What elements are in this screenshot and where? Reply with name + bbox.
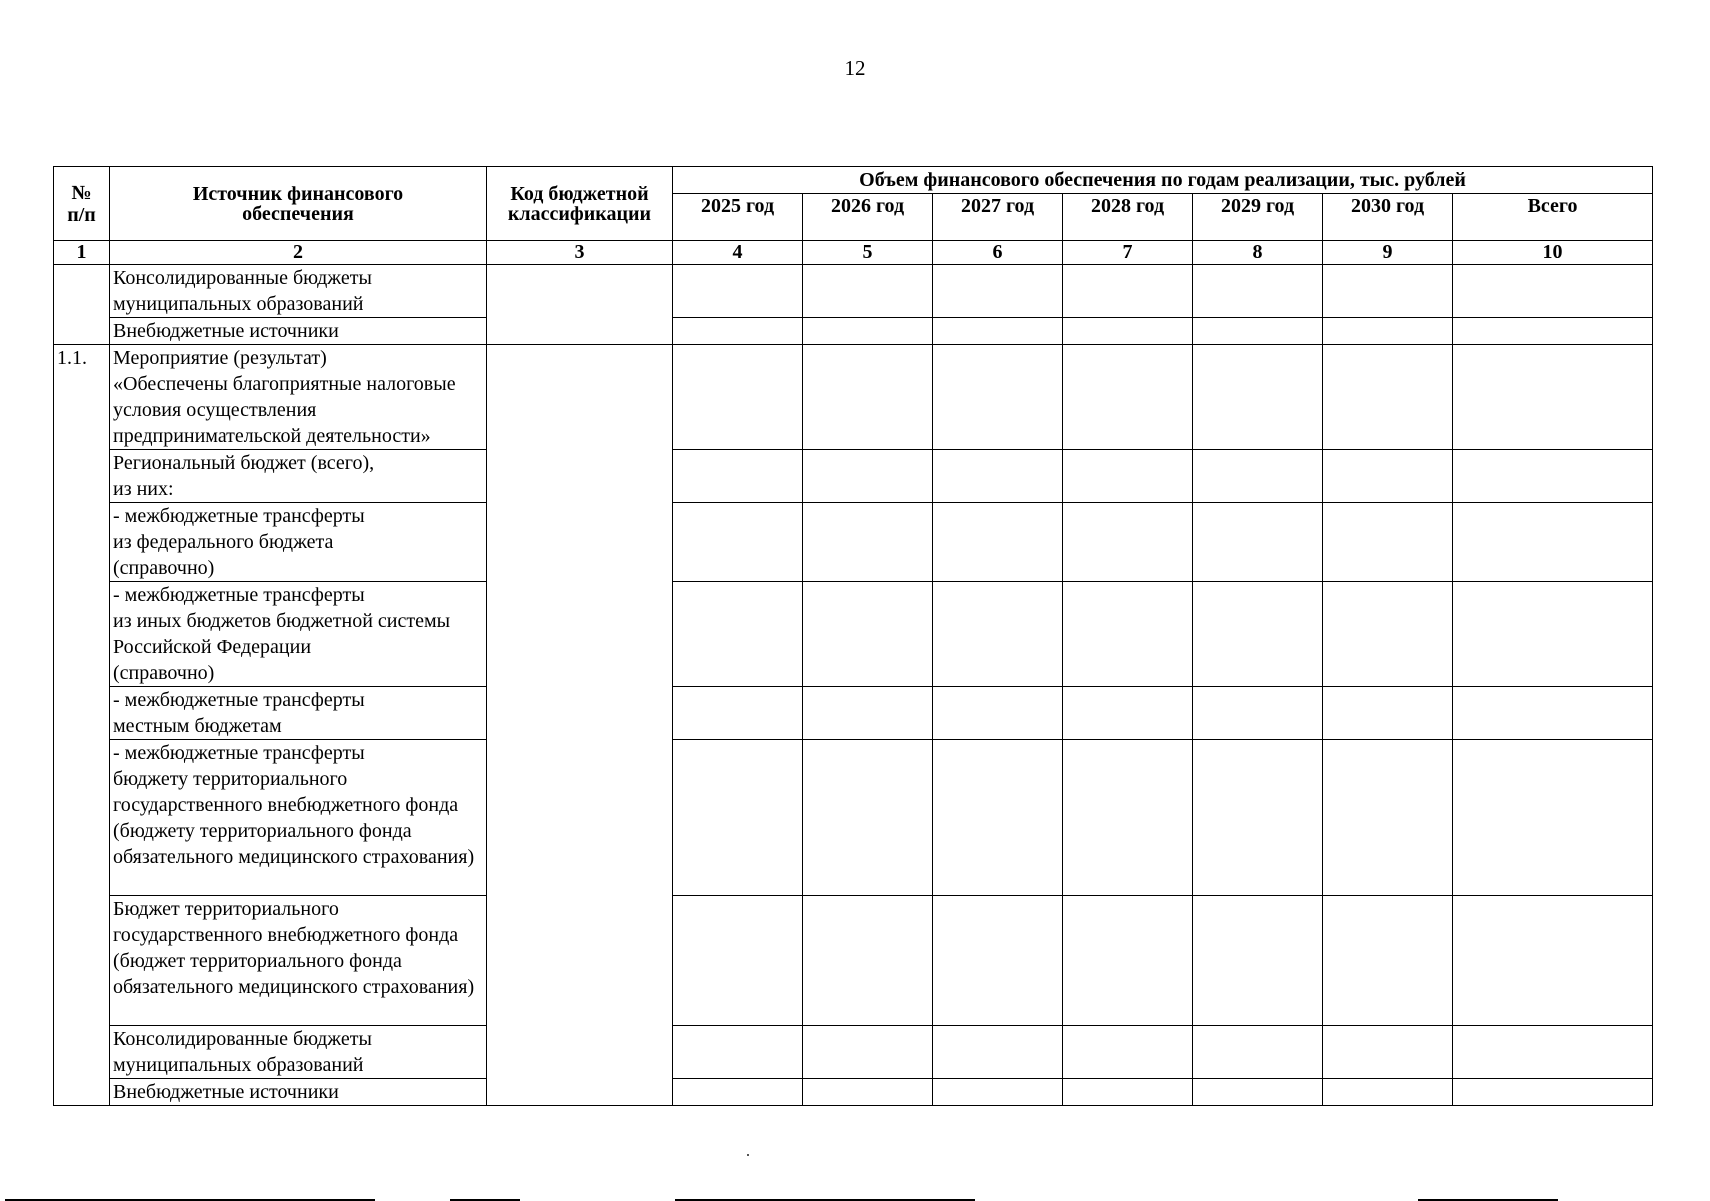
value-cell	[673, 503, 803, 582]
table-row	[54, 1079, 1653, 1106]
value-cell	[933, 687, 1063, 740]
value-cell	[1193, 265, 1323, 318]
volume-header: Объем финансового обеспечения по годам реализации, тыс. рублей	[673, 167, 1653, 194]
column-number: 7	[1063, 241, 1193, 265]
value-cell	[1323, 687, 1453, 740]
value-cell	[933, 318, 1063, 345]
value-cell	[933, 896, 1063, 1026]
source-cell: Бюджет территориального государственного внебюджетного фонда (бюджет территориального фонда обязательного медицинского страхования)	[110, 896, 487, 1026]
source-cell: - межбюджетные трансферты бюджету территориального государственного внебюджетного фонда (бюджету территориального фонда обязательного медицинского страхования)	[110, 740, 487, 896]
value-cell	[1063, 318, 1193, 345]
value-cell	[1063, 740, 1193, 896]
value-cell	[803, 1079, 933, 1106]
value-cell	[1323, 1026, 1453, 1079]
source-cell: Мероприятие (результат) «Обеспечены благоприятные налоговые условия осуществления предпринимательской деятельности»	[110, 345, 487, 450]
value-cell	[1063, 896, 1193, 1026]
value-cell	[1323, 896, 1453, 1026]
value-cell	[1453, 1026, 1653, 1079]
value-cell	[933, 450, 1063, 503]
value-cell	[1453, 503, 1653, 582]
column-number: 3	[487, 241, 673, 265]
column-number: 8	[1193, 241, 1323, 265]
column-number: 4	[673, 241, 803, 265]
year-header: 2028 год	[1063, 194, 1193, 241]
row-number-cell: 1.1.	[54, 345, 110, 1106]
value-cell	[933, 740, 1063, 896]
value-cell	[1193, 1079, 1323, 1106]
value-cell	[1063, 582, 1193, 687]
value-cell	[1453, 582, 1653, 687]
kbk-header: Код бюджетной классификации	[487, 167, 673, 241]
value-cell	[1063, 345, 1193, 450]
column-numbers-row	[54, 241, 1653, 265]
column-number: 2	[110, 241, 487, 265]
table-row	[54, 896, 1653, 1026]
source-cell: Региональный бюджет (всего), из них:	[110, 450, 487, 503]
value-cell	[803, 450, 933, 503]
value-cell	[673, 896, 803, 1026]
source-cell: Консолидированные бюджеты муниципальных образований	[110, 1026, 487, 1079]
year-header: 2026 год	[803, 194, 933, 241]
value-cell	[803, 345, 933, 450]
value-cell	[1453, 896, 1653, 1026]
value-cell	[1193, 318, 1323, 345]
value-cell	[1323, 450, 1453, 503]
value-cell	[933, 503, 1063, 582]
year-header: 2027 год	[933, 194, 1063, 241]
value-cell	[1323, 582, 1453, 687]
value-cell	[933, 1079, 1063, 1106]
source-cell: Консолидированные бюджеты муниципальных образований	[110, 265, 487, 318]
source-cell: - межбюджетные трансферты из федерального бюджета (справочно)	[110, 503, 487, 582]
value-cell	[1063, 503, 1193, 582]
value-cell	[803, 740, 933, 896]
year-header: 2030 год	[1323, 194, 1453, 241]
value-cell	[673, 1026, 803, 1079]
financing-table	[53, 166, 1653, 1106]
table-row	[54, 345, 1653, 450]
value-cell	[1193, 450, 1323, 503]
num-header: № п/п	[54, 167, 110, 241]
value-cell	[673, 1079, 803, 1106]
table-row	[54, 740, 1653, 896]
value-cell	[673, 582, 803, 687]
year-header: 2029 год	[1193, 194, 1323, 241]
value-cell	[803, 1026, 933, 1079]
value-cell	[1453, 265, 1653, 318]
source-cell: - межбюджетные трансферты из иных бюджетов бюджетной системы Российской Федерации (справочно)	[110, 582, 487, 687]
table-row	[54, 503, 1653, 582]
column-number: 9	[1323, 241, 1453, 265]
table-row	[54, 1026, 1653, 1079]
table-row	[54, 318, 1653, 345]
kbk-cell	[487, 265, 673, 345]
value-cell	[673, 450, 803, 503]
column-number: 1	[54, 241, 110, 265]
table-row	[54, 265, 1653, 318]
value-cell	[1323, 345, 1453, 450]
value-cell	[1193, 345, 1323, 450]
value-cell	[1453, 318, 1653, 345]
value-cell	[1063, 687, 1193, 740]
value-cell	[673, 345, 803, 450]
value-cell	[673, 265, 803, 318]
source-header: Источник финансового обеспечения	[110, 167, 487, 241]
column-number: 5	[803, 241, 933, 265]
value-cell	[1453, 1079, 1653, 1106]
value-cell	[1453, 450, 1653, 503]
value-cell	[1323, 503, 1453, 582]
value-cell	[1453, 345, 1653, 450]
value-cell	[933, 582, 1063, 687]
value-cell	[1193, 503, 1323, 582]
kbk-cell	[487, 345, 673, 1106]
value-cell	[673, 318, 803, 345]
value-cell	[1193, 740, 1323, 896]
column-number: 6	[933, 241, 1063, 265]
value-cell	[1323, 318, 1453, 345]
header-row-top	[54, 167, 1653, 194]
value-cell	[1193, 582, 1323, 687]
source-cell: Внебюджетные источники	[110, 318, 487, 345]
value-cell	[803, 265, 933, 318]
value-cell	[803, 318, 933, 345]
value-cell	[1063, 450, 1193, 503]
value-cell	[933, 265, 1063, 318]
value-cell	[673, 740, 803, 896]
value-cell	[803, 896, 933, 1026]
value-cell	[673, 687, 803, 740]
value-cell	[1063, 265, 1193, 318]
source-cell: Внебюджетные источники	[110, 1079, 487, 1106]
value-cell	[933, 1026, 1063, 1079]
value-cell	[1193, 687, 1323, 740]
year-header: 2025 год	[673, 194, 803, 241]
value-cell	[1453, 740, 1653, 896]
value-cell	[1063, 1026, 1193, 1079]
value-cell	[1323, 1079, 1453, 1106]
table-row	[54, 582, 1653, 687]
page-number: 12	[844, 56, 866, 80]
total-header: Всего	[1453, 194, 1653, 241]
value-cell	[933, 345, 1063, 450]
value-cell	[1323, 265, 1453, 318]
value-cell	[1063, 1079, 1193, 1106]
value-cell	[803, 582, 933, 687]
table-row	[54, 687, 1653, 740]
value-cell	[1453, 687, 1653, 740]
scan-speck	[747, 1154, 749, 1156]
value-cell	[803, 687, 933, 740]
value-cell	[1193, 1026, 1323, 1079]
value-cell	[1323, 740, 1453, 896]
column-number: 10	[1453, 241, 1653, 265]
row-number-cell	[54, 265, 110, 345]
value-cell	[803, 503, 933, 582]
table-row	[54, 450, 1653, 503]
value-cell	[1193, 896, 1323, 1026]
source-cell: - межбюджетные трансферты местным бюджетам	[110, 687, 487, 740]
